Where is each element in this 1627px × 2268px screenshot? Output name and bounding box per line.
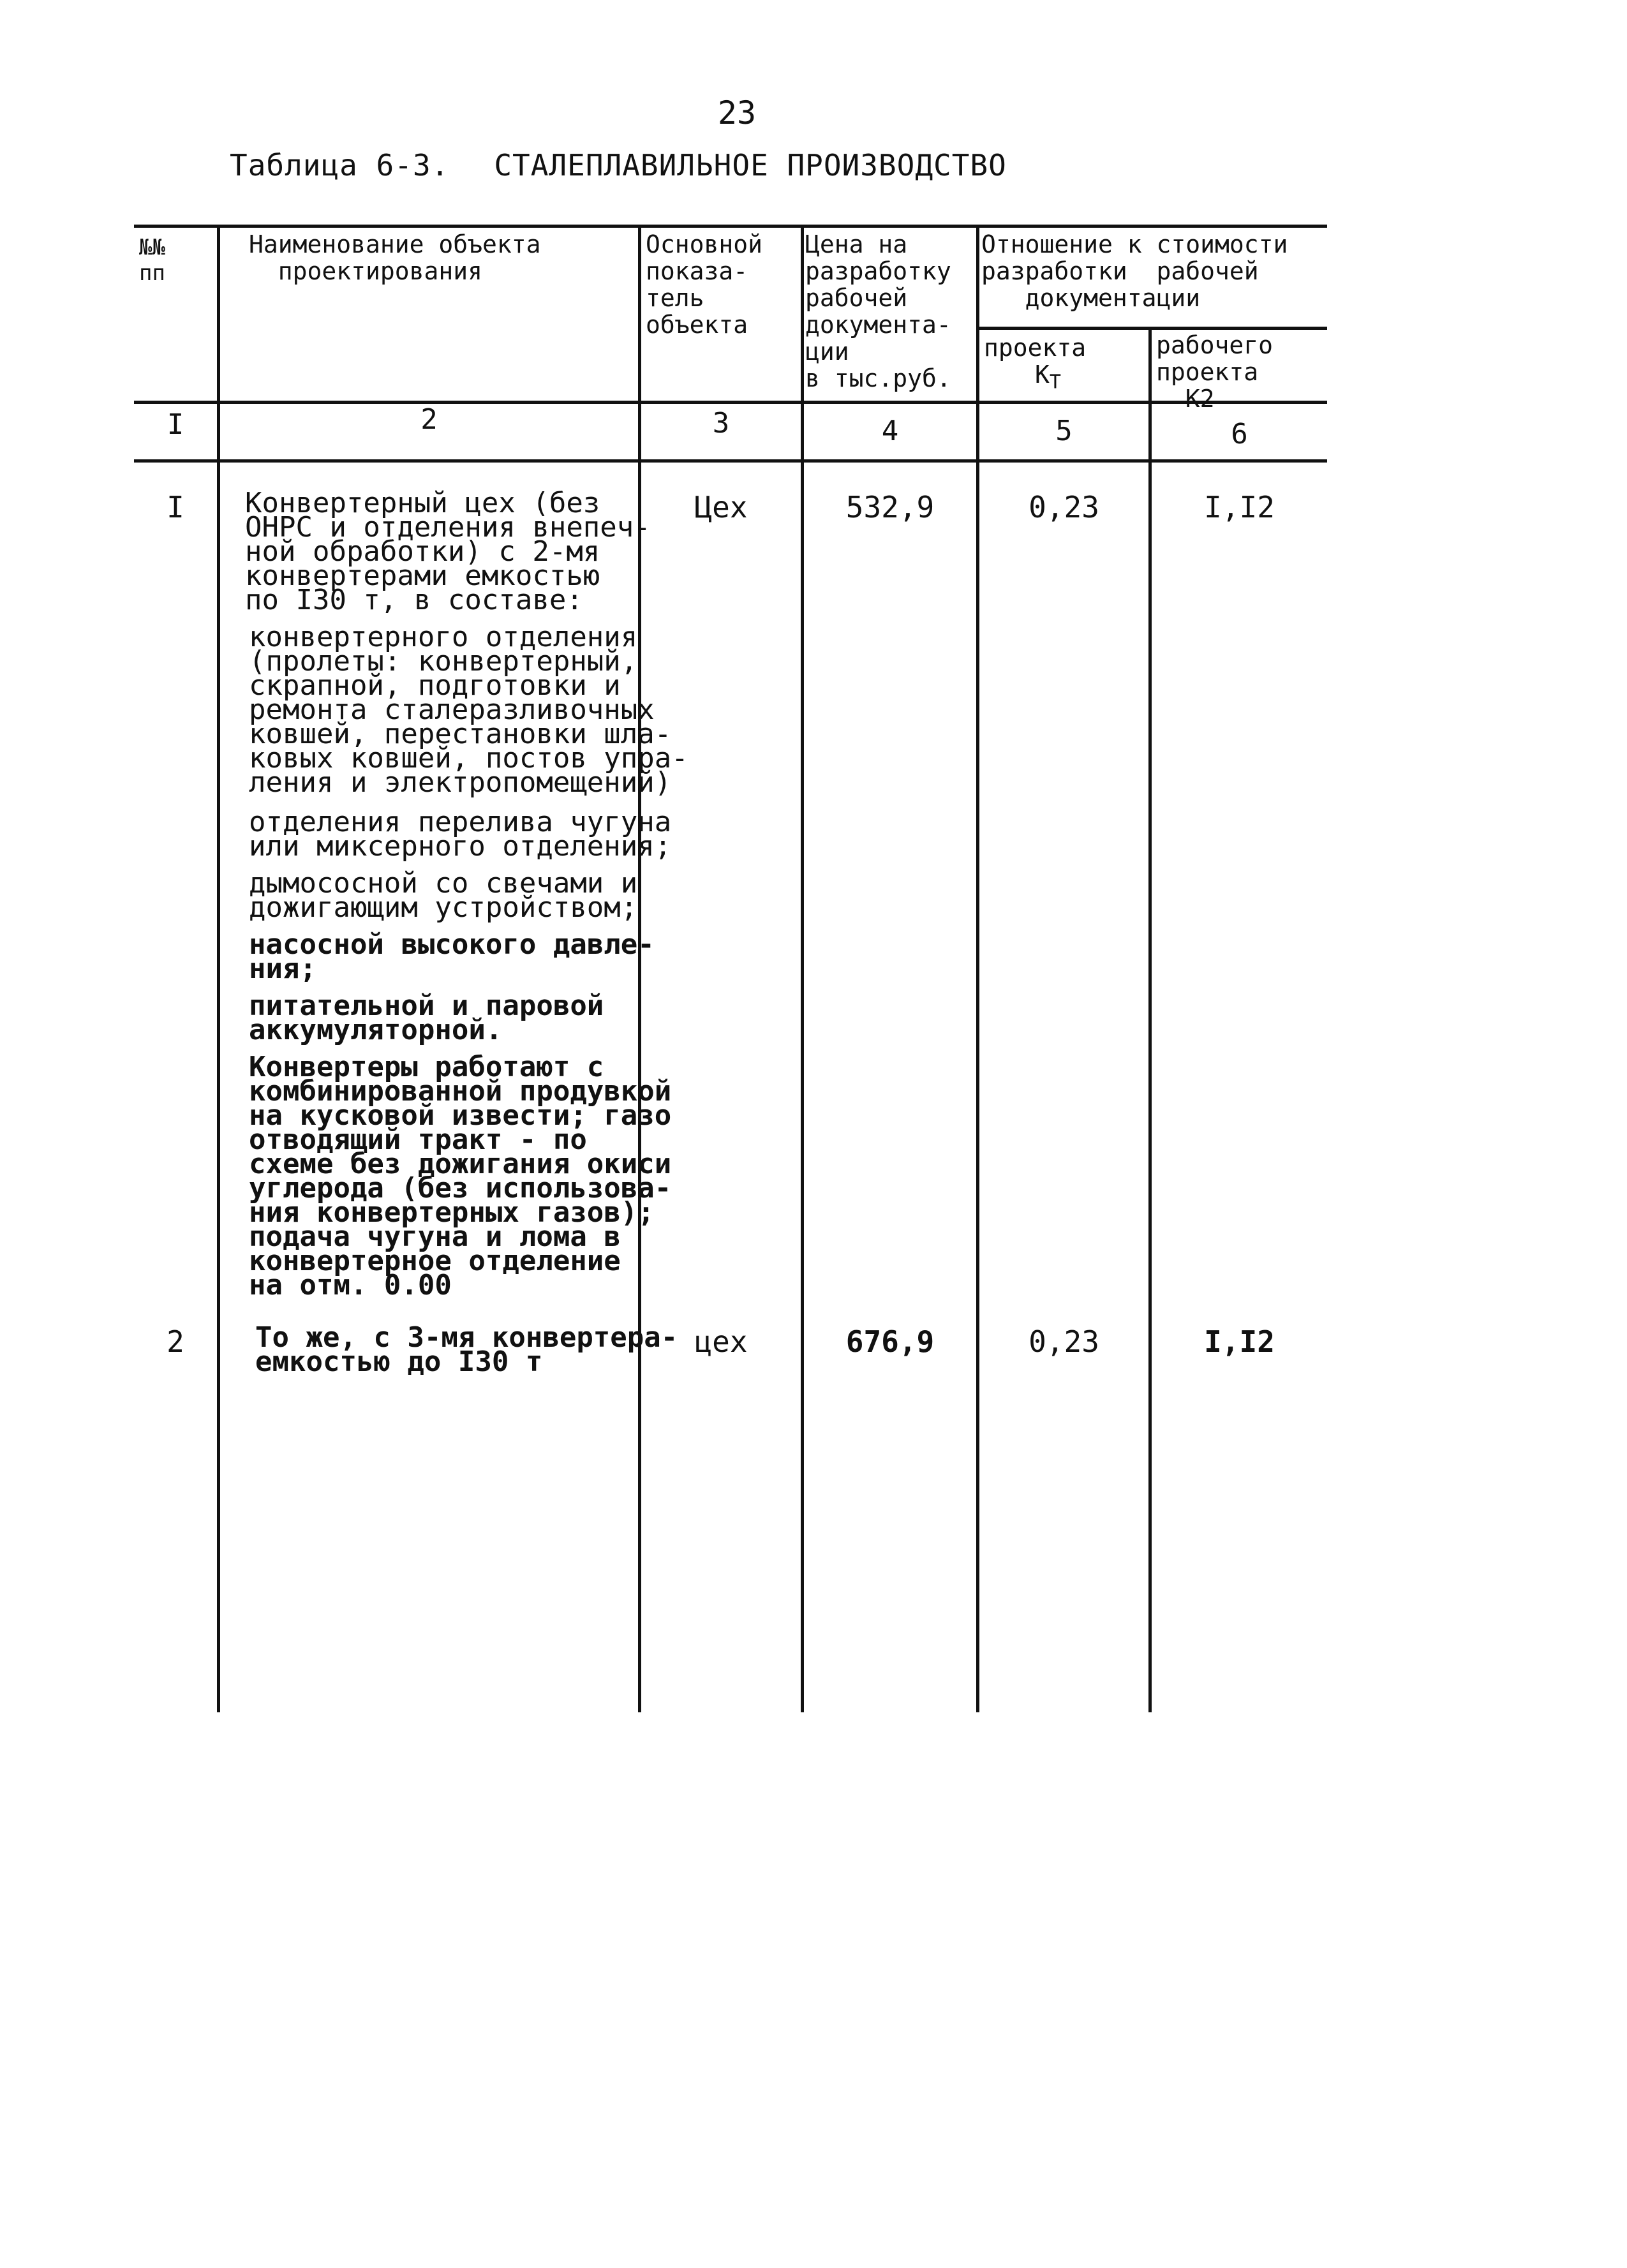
row-name-paragraph: Конвертерный цех (без ОНРС и отделения внепеч- ной обработки) с 2-мя конвертерами емкостью по I30 т, в составе: xyxy=(245,487,651,616)
row-price: 532,9 xyxy=(845,490,935,524)
row-name-paragraph: То же, с 3-мя конвертера- емкостью до I30 т xyxy=(255,1321,678,1378)
row-k2: I,I2 xyxy=(1204,490,1275,524)
header-col-price: Цена на разработку рабочей документа- ции в тыс.руб. xyxy=(805,230,951,392)
header-col-k1-symbol: К xyxy=(1035,360,1050,389)
row-name-paragraph: отделения перелива чугуна или миксерного отделения; xyxy=(249,806,672,863)
page-number: 23 xyxy=(717,94,757,131)
row-indicator: цех xyxy=(694,1324,748,1359)
column-number-6: 6 xyxy=(1231,418,1248,450)
header-col-name: Наименование объекта проектирования xyxy=(249,230,541,285)
row-name-paragraph: дымососной со свечами и дожигающим устройством; xyxy=(249,867,638,924)
row-name-paragraph: Конвертеры работают с комбинированной продувкой на кусковой извести; газо отводящий тракт - по схеме без дожигания окиси углерода (без использова- ния конвертерных газов); подача чугуна и лома в конвертерное отделение на отм. 0.00 xyxy=(249,1051,672,1301)
row-k2: I,I2 xyxy=(1204,1324,1275,1359)
row-k1: 0,23 xyxy=(1029,490,1099,524)
header-col-ratio-group: Отношение к стоимости разработки рабочей документации xyxy=(981,230,1288,312)
row-name-paragraph: питательной и паровой аккумуляторной. xyxy=(249,989,604,1046)
column-number-4: 4 xyxy=(881,415,899,447)
header-col-k1 xyxy=(984,334,1086,396)
header-top-rule xyxy=(134,225,1327,228)
table-title xyxy=(230,148,1007,182)
column-number-2: 2 xyxy=(420,403,438,436)
header-col-k2: рабочего проекта К2 xyxy=(1156,331,1274,413)
header-col-k1-subscript: Т xyxy=(1049,371,1061,394)
header-col-number: №№ пп xyxy=(139,235,165,286)
row-number: 2 xyxy=(167,1324,184,1359)
column-number-1: I xyxy=(167,408,184,441)
column-number-5: 5 xyxy=(1055,415,1073,447)
table-label: Таблица 6-3. xyxy=(230,148,450,182)
header-col-k1-label: проекта xyxy=(984,334,1087,362)
row-name-paragraph: конвертерного отделения (пролеты: конвертерный, скрапной, подготовки и ремонта сталеразливочных ковшей, перестановки шла- ковых ковшей, постов упра- ления и электропомещений) xyxy=(249,621,688,799)
col-divider-1 xyxy=(217,225,220,1712)
table-name: СТАЛЕПЛАВИЛЬНОЕ ПРОИЗВОДСТВО xyxy=(494,148,1007,182)
col-divider-5 xyxy=(1148,327,1152,1712)
column-number-3: 3 xyxy=(712,407,730,440)
col-divider-4 xyxy=(976,225,979,1712)
row-indicator: Цех xyxy=(694,490,748,524)
row-k1: 0,23 xyxy=(1029,1324,1099,1359)
row-price: 676,9 xyxy=(845,1324,935,1359)
col-divider-3 xyxy=(801,225,804,1712)
row-name-paragraph: насосной высокого давле- ния; xyxy=(249,928,655,985)
header-col-indicator: Основной показа- тель объекта xyxy=(646,230,763,339)
row-number: I xyxy=(167,490,184,524)
group-divider-rule xyxy=(976,327,1327,330)
